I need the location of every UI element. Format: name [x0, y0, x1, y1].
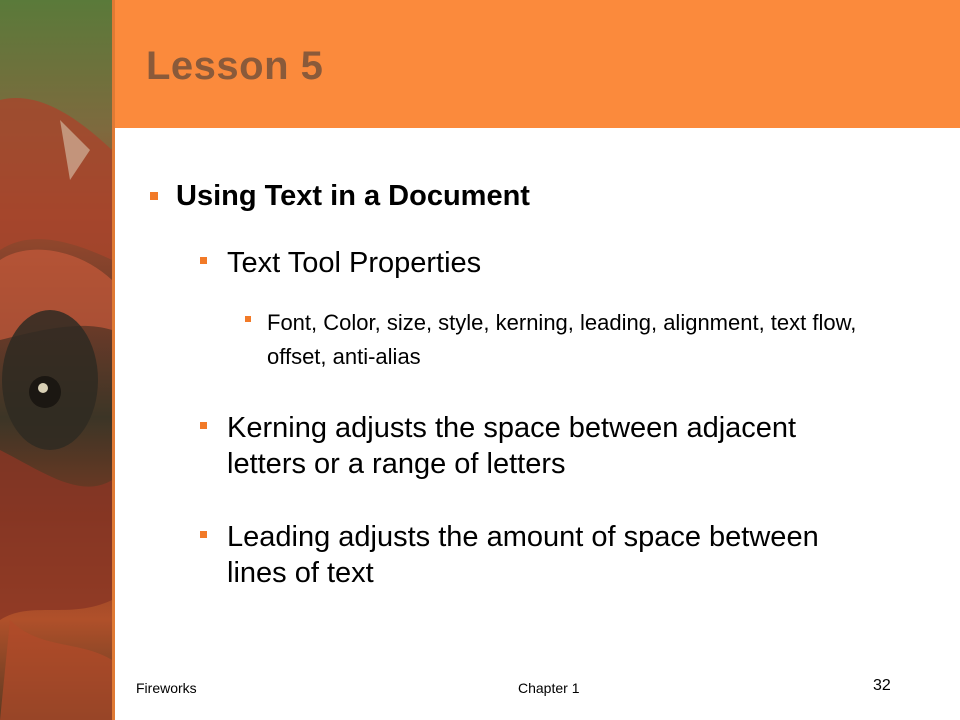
butterfly-photo-art — [0, 0, 112, 720]
bullet-square-icon — [150, 192, 158, 200]
bullet-text: Kerning adjusts the space between adjacent letters or a range of letters — [227, 412, 797, 480]
bullet-text: Using Text in a Document — [176, 180, 530, 212]
bullet-square-icon — [200, 257, 207, 264]
bullet-square-icon — [200, 531, 207, 538]
footer-chapter-label: Chapter 1 — [518, 680, 580, 696]
bullet-text: Leading adjusts the amount of space between lines of text — [227, 521, 819, 589]
butterfly-photo — [0, 0, 112, 720]
slide-title: Lesson 5 — [146, 44, 324, 88]
bullet-square-icon — [200, 422, 207, 429]
bullet-text: Text Tool Properties — [227, 247, 482, 279]
page-number: 32 — [873, 677, 891, 694]
bullet-text: Font, Color, size, style, kerning, leading, alignment, text flow, offset, anti-alias — [267, 310, 857, 369]
bullet-square-icon — [245, 316, 251, 322]
footer-left-label: Fireworks — [136, 680, 197, 696]
